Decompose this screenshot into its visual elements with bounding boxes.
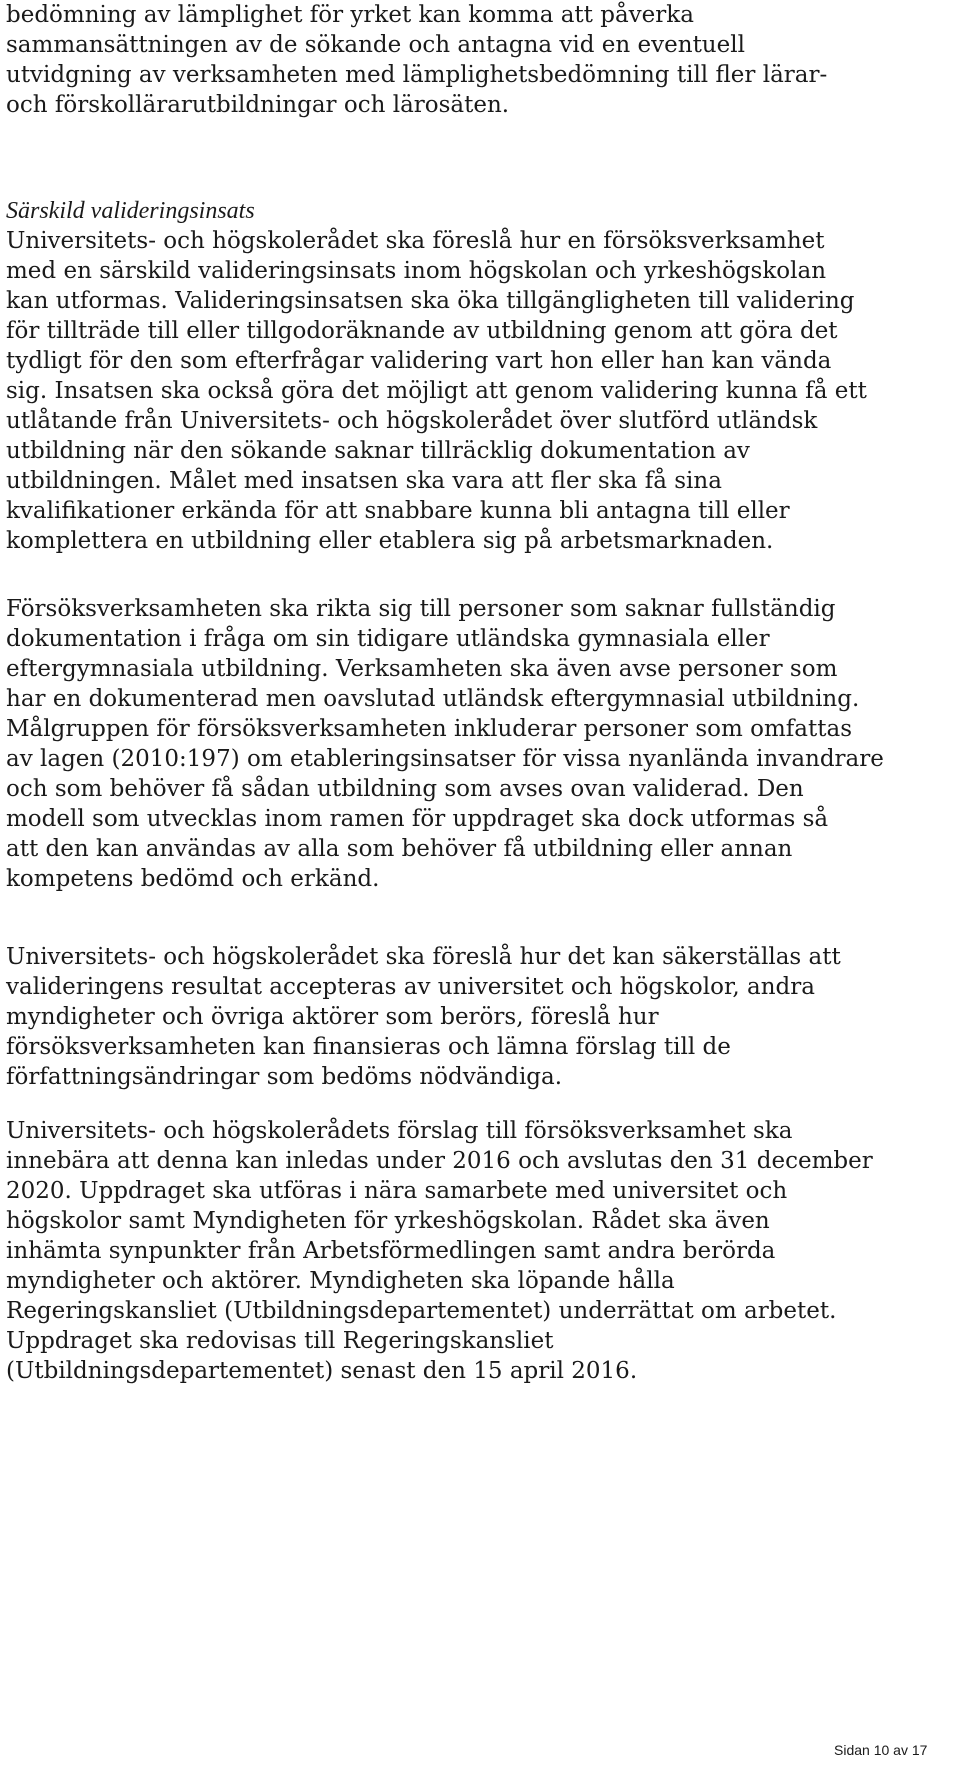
section-valideringsinsats [6,196,867,556]
text-line: dokumentation i fråga om sin tidigare utländska gymnasiala eller [6,626,770,652]
text-line: kvalifikationer erkända för att snabbare kunna bli antagna till eller [6,498,790,524]
paragraph-forslag [6,1116,873,1386]
text-line: Universitets- och högskolerådets förslag till försöksverksamhet ska [6,1118,793,1144]
text-line: av lagen (2010:197) om etableringsinsatser för vissa nyanlända invandrare [6,746,884,772]
section-heading: Särskild valideringsinsats [6,198,255,224]
text-line: högskolor samt Myndigheten för yrkeshögskolan. Rådet ska även [6,1208,770,1234]
text-line: utbildning när den sökande saknar tillräcklig dokumentation av [6,438,750,464]
text-line: valideringens resultat accepteras av universitet och högskolor, andra [6,974,815,1000]
text-line: modell som utvecklas inom ramen för uppdraget ska dock utformas så [6,806,829,832]
text-line: Uppdraget ska redovisas till Regeringskansliet [6,1328,554,1354]
text-line: och förskollärarutbildningar och lärosäten. [6,92,510,118]
text-line: myndigheter och aktörer. Myndigheten ska löpande hålla [6,1268,675,1294]
text-line: utbildningen. Målet med insatsen ska vara att fler ska få sina [6,468,722,494]
text-line: komplettera en utbildning eller etablera sig på arbetsmarknaden. [6,528,774,554]
text-line: sig. Insatsen ska också göra det möjligt att genom validering kunna få ett [6,378,867,404]
text-line: Målgruppen för försöksverksamheten inkluderar personer som omfattas [6,716,852,742]
text-line: försöksverksamheten kan finansieras och lämna förslag till de [6,1034,731,1060]
paragraph-forsoksverksamhet [6,594,884,894]
text-line: att den kan användas av alla som behöver få utbildning eller annan [6,836,793,862]
text-line: Universitets- och högskolerådet ska föreslå hur det kan säkerställas att [6,944,841,970]
text-line: myndigheter och övriga aktörer som berörs, föreslå hur [6,1004,659,1030]
page-number: Sidan 10 av 17 [834,1742,928,1758]
text-line: kan utformas. Valideringsinsatsen ska öka tillgängligheten till validering [6,288,855,314]
text-line: för tillträde till eller tillgodoräknande av utbildning genom att göra det [6,318,838,344]
text-line: inhämta synpunkter från Arbetsförmedlingen samt andra berörda [6,1238,776,1264]
text-line: bedömning av lämplighet för yrket kan komma att påverka [6,2,694,28]
text-line: har en dokumenterad men oavslutad utländsk eftergymnasial utbildning. [6,686,860,712]
text-line: tydligt för den som efterfrågar validering vart hon eller han kan vända [6,348,832,374]
text-line: kompetens bedömd och erkänd. [6,866,380,892]
text-line: Regeringskansliet (Utbildningsdepartementet) underrättat om arbetet. [6,1298,837,1324]
text-line: Försöksverksamheten ska rikta sig till personer som saknar fullständig [6,596,836,622]
text-line: eftergymnasiala utbildning. Verksamheten ska även avse personer som [6,656,838,682]
text-line: innebära att denna kan inledas under 2016 och avslutas den 31 december [6,1148,873,1174]
text-line: (Utbildningsdepartementet) senast den 15 april 2016. [6,1358,638,1384]
text-line: utlåtande från Universitets- och högskolerådet över slutförd utländsk [6,408,818,434]
text-line: 2020. Uppdraget ska utföras i nära samarbete med universitet och [6,1178,788,1204]
text-line: sammansättningen av de sökande och antagna vid en eventuell [6,32,745,58]
text-line: utvidgning av verksamheten med lämplighetsbedömning till fler lärar- [6,62,828,88]
paragraph-resultat [6,942,841,1092]
text-line: författningsändringar som bedöms nödvändiga. [6,1064,563,1090]
text-line: Universitets- och högskolerådet ska föreslå hur en försöksverksamhet [6,228,825,254]
text-line: och som behöver få sådan utbildning som avses ovan validerad. Den [6,776,804,802]
paragraph-intro [6,0,827,120]
text-line: med en särskild valideringsinsats inom högskolan och yrkeshögskolan [6,258,827,284]
